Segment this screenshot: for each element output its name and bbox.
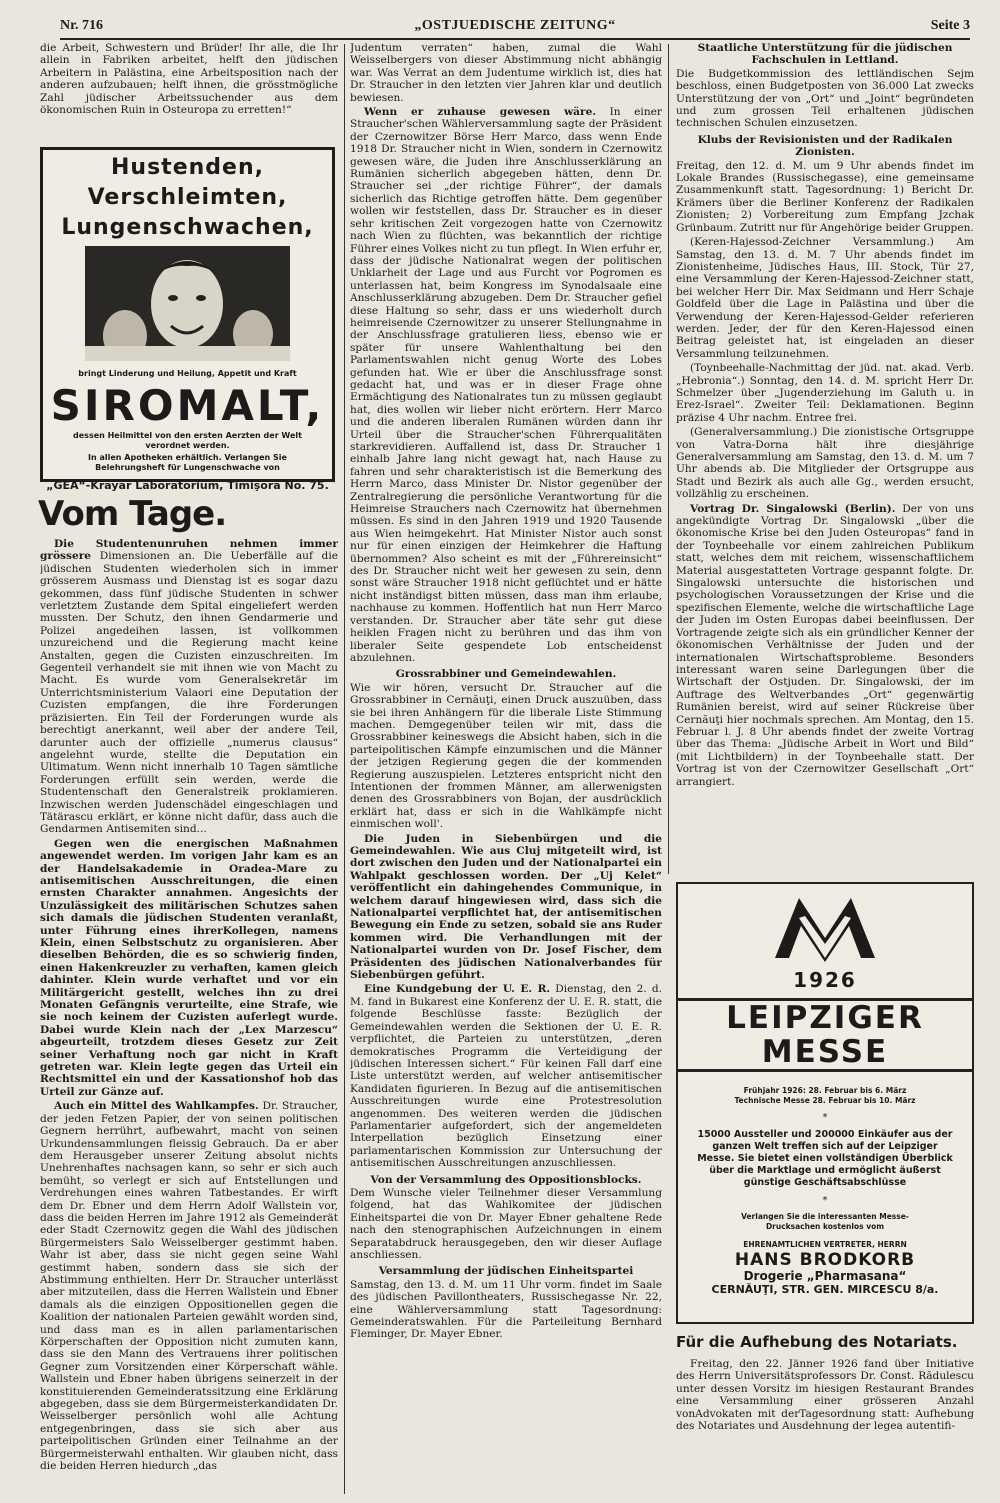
col1-intro <box>40 42 338 142</box>
toynbeehalle-text: (Toynbeehalle-Nachmittag der jüd. nat. akad. Verb. „Hebronia“.) Sonntag, den 14. d. M. spricht Herr Dr. Schmelzer über „Jugenderziehung im Galuth u. in Erez-Israel“. Zweiter Teil: Deklamationen. Beginn präzise 4 Uhr nachm. Entree frei. <box>676 362 974 424</box>
ad-footer: „GEA“-Krayar Laboratorium, Timişora No. 75. <box>46 479 329 492</box>
intro-text: die Arbeit, Schwestern und Brüder! Ihr alle, die Ihr allein in Fabriken arbeitet, helft den jüdischen Arbeitern in Palästina, eine Arbeitsposition nach der anderen aufzubauen; helft ihnen, die grösstmögliche Zahl jüdischer Arbeitssuchender aus dem ökonomischen Ruin in Osteuropa zu erretten!“ <box>40 42 338 117</box>
klubs-text: Freitag, den 12. d. M. um 9 Uhr abends findet im Lokale Brandes (Russischegasse), eine gemeinsame Zusammenkunft statt. Tagesordnung: 1) Bericht Dr. Krämers über die Berliner Konferenz der Radikalen Zionisten; 2) Vorbereitung zum Empfang Jzchak Grünbaum. Zutritt nur für Angehörige beider Gruppen. <box>676 159 974 234</box>
column-rule-2 <box>668 44 669 874</box>
uer-text: Dienstag, den 2. d. M. fand in Bukarest eine Konferenz der U. E. R. statt, die folgende Beschlüsse fasste: Bezüglich der Gemeindewahlen werden die Sektionen der U. E. R. verpflichtet, die Parteien zu unterstützen, „deren demokratisches Programm die Verteidigung der jüdischen Interessen sichert.“ Für keinen Fall darf eine Liste unterstützt werden, auf welcher antisemitischer Kandidaten figurieren. In Bezug auf die antisemitischen Ausschreitungen wurde eine Protestresolution angenommen. Des weiteren werden die jüdischen Parlamentarier aufgefordert, sich der angemeldeten Interpellation bezüglich Einsetzung einer parlamentarischen Kommission zur Untersuchung der antisemitischen Ausschreitungen anzuschliessen. <box>350 983 662 1170</box>
grossrabbiner-head: Grossrabbiner und Gemeindewahlen. <box>395 668 617 681</box>
issue-number: Nr. 716 <box>60 18 104 33</box>
verrat-text: Judentum verraten“ haben, zumal die Wahl Weisselbergers von dieser Abstimmung nicht abhängig war. Was Verrat an dem Judentume wirklich ist, dies hat Dr. Straucher in den letzten vier Jahren klar und deutlich bewiesen. <box>350 42 662 104</box>
ad-headline-3: Lungenschwachen, <box>61 215 314 240</box>
generalversammlung-text: (Generalversammlung.) Die zionistische Ortsgruppe von Vatra-Dorna hält ihre diesjährige Generalversammlung am Samstag, den 13. d. M. um 7 Uhr abends ab. Die Mitglieder der Ortsgruppe aus Stadt und Bezirk als auch alle Gg., werden ersucht, vollzählig zu erscheinen. <box>676 426 974 501</box>
messe-body: 15000 Aussteller und 200000 Einkäufer aus der ganzen Welt treffen sich auf der Leipziger Messe. Sie bietet einen vollständigen Überblick über die Marktlage und ermöglicht äußerst günstige Geschäftsabschlüsse <box>697 1129 953 1188</box>
notariat-title: Für die Aufhebung des Notariats. <box>676 1333 958 1351</box>
ad-desc-2: In allen Apotheken erhältlich. Verlangen Sie Belehrungsheft für Lungenschwache von <box>88 453 287 472</box>
notariat-text: Freitag, den 22. Jänner 1926 fand über Initiative des Herrn Universitätsprofessors Dr. Const. Rădulescu unter dessen Vorsitz im hiesigen Restaurant Brandes eine Versammlung einer grösseren Anzahl vonAdvokaten mit derTagesordnung statt: Aufhebung des Notariates und Ausdehnung der legea autentifi- <box>676 1358 974 1433</box>
einheitspartei-text: Samstag, den 13. d. M. um 11 Uhr vorm. findet im Saale des jüdischen Pavillontheaters, Russischegasse Nr. 22, eine Wählerversammlung statt Tagesordnung: Gemeinderatswahlen. Für die Parteileitung Bernhard Fleminger, Dr. Mayer Ebner. <box>350 1278 662 1341</box>
col1-articles <box>40 538 338 1493</box>
singalowski-head: Vortrag Dr. Singalowski (Berlin). <box>690 502 896 515</box>
lettland-head: Staatliche Unterstützung für die jüdischen Fachschulen in Lettland. <box>697 42 953 67</box>
messe-dates-technical: Technische Messe 28. Februar bis 10. März <box>734 1096 916 1105</box>
grossrabbiner-text: Wie wir hören, versucht Dr. Straucher auf die Grossrabbiner in Cernăuţi, einen Druck auszuüben, dass sie bei ihren Anhängern für die liberale Liste Stimmung machen. Demgegenüber teilen wir mit, dass die Grossrabbiner keineswegs die Absicht haben, sich in die parteipolitischen Kämpfe einzumischen und die Männer der jetzigen Regierung gegen die der kommenden Regierung auszuspielen. Letzteres entspricht nicht den Intentionen der frommen Männer, am allerwenigsten denen des Grossrabbiners von Bojan, der ausdrücklich erklärt hat, dass er sich in die Wahlkämpfe nicht einmischen woll'. <box>350 681 662 831</box>
page-number: Seite 3 <box>930 18 970 33</box>
coughing-man-illustration <box>85 246 290 361</box>
wahlkampf-head: Auch ein Mittel des Wahlkampfes. <box>54 1100 259 1113</box>
divider-star: * <box>822 1112 828 1123</box>
siromalt-advertisement <box>40 147 335 492</box>
col3-notariat <box>676 1358 974 1493</box>
ad-headline-2: Verschleimten, <box>87 185 288 210</box>
zuhause-text: In einer Straucher'schen Wählerversammlung sagte der Präsident der Czernowitzer Börse Herr Marco, dass wenn Ende 1918 Dr. Straucher nicht in Wien, sondern in Czernowitz gewesen wäre, die Juden ihre Anschlusserklärung an Rumänien sicherlich abgegeben hätten, denn Dr. Straucher sei „der richtige Führer“, der damals sicherlich das Richtige getroffen hätte. Dem gegenüber wollen wir feststellen, dass Dr. Straucher es in dieser sehr kritischen Zeit vorgezogen hatte von Czernowitz nach Wien zu flüchten, was bekanntlich der richtige Führer eines Volkes nicht zu tun pflegt. In Wien erfuhr er, dass der jüdische Nationalrat wegen der politischen Unklarheit der Lage und aus Furcht vor Pogromen es unterlassen hat, beim Kongress im Synodalsaale eine Anschlusserklärung abzugeben. Dem Dr. Straucher gefiel diese Haltung so sehr, dass er uns wiederholt durch heimreisende Czernowitzer zu unserer Stellungnahme in der Anschlussfrage gratulieren liess, ebenso wie er später für unsere Wahlenthaltung bei den Parlamentswahlen nicht genug Worte des Lobes gefunden hat. Wie er über die Anschlussfrage sonst gedacht hat, und was er in dieser Frage ohne Ermächtigung des Nationalrates tun zu müssen geglaubt hat, dies wollen wir lieber nicht erörtern. Herr Marco und die anderen liberalen Rumänen würden dann ihr Urteil über die Straucher'schen Führerqualitäten starkrevidieren. Auffallend ist, dass Dr. Straucher 1 einhalb Jahre lang nicht gewagt hat, nach Hause zu fahren und sehr charakteristisch ist die Bemerkung des Herrn Marco, dass Minister Dr. Nistor gegenüber der Zentralregierung die persönliche Verantwortung für die Heimreise Strauchers nach Czernowitz hat übernehmen müssen. Es sind in den Jahren 1919 und 1920 Tausende aus Wien heimgekehrt. Hat Minister Nistor auch sonst nur für einen einzigen der Heimkehrer die Haftung übernommen? Also scheint es mit der „Führereinsicht“ des Dr. Straucher nicht weit her gewesen zu sein, denn sonst wäre Straucher 1918 nicht geflüchtet und er hätte nicht inständigst bitten müssen, dass man ihm erlaube, nachhause zu kommen. Hoffentlich hat nun Herr Marco verstanden. Dr. Straucher aber täte sehr gut diese heiklen Fragen nicht zu berühren und das ihm von liberaler Seite gespendete Lob entscheidenst abzulehnen. <box>350 106 662 664</box>
messe-representative-label: EHRENAMTLICHEN VERTRETER, HERRN <box>743 1240 907 1249</box>
lettland-text: Die Budgetkommission des lettländischen Sejm beschloss, einen Budgetposten von 36.000 Lat zwecks Unterstützung der von „Ort“ und „Joint“ begründeten und zum grossen Teil erhaltenen jüdischen technischen Schulen einzusetzen. <box>676 67 974 130</box>
ad-brand-siromalt: SIROMALT, <box>50 381 325 430</box>
column-rule-1 <box>344 44 345 1494</box>
messe-logo-icon <box>765 892 885 962</box>
messe-drogerie: Drogerie „Pharmasana“ <box>743 1269 907 1283</box>
wahlkampf-text: Dr. Straucher, der jeden Fetzen Papier, der von seinen politischen Gegnern herrührt, aufbewahrt, macht von seinen Urkundensammlungen fleissig Gebrauch. Da er aber dem Herausgeber unserer Zeitung absolut nichts Unehrenhaftes nachsagen kann, so sehr er sich auch bemüht, so verlegt er sich auf Entstellungen und Verdrehungen eines wahren Tatbestandes. Er wirft dem Dr. Ebner und dem Herrn Adolf Wallstein vor, dass die beiden Herren im Jahre 1912 als Gemeinderät eder Stadt Czernowitz gegen die Wahl des jüdischen Bürgermeisters Salo Weisselberger gestimmt haben. Wahr ist aber, dass sie nicht gegen seine Wahl gestimmt haben, sondern dass sie sich der Abstimmung enthielten. Herr Dr. Straucher unterlässt aber mitzuteilen, dass die Herren Wallstein und Ebner damals als die einzigen Oppositionellen gegen die Koalition der nationalen Parteien gewählt worden sind, und dass man es in allen parlamentarischen Körperschaften der Opposition nicht zumuten kann, dass sie den Mann des Vertrauens ihrer politischen Gegner zum Vorsitzenden einer Körperschaft wähle. Wallstein und Ebner haben übrigens seinerzeit in der konstituierenden Gemeinderatssitzung eine Erklärung abgegeben, dass sie dem Bürgermeisterkandidaten Dr. Weisselberger persönlich wohl alle Achtung entgegenbringen, dass sie sich aber aus parteipolitischen Gründen einer Teilnahme an der Bürgermeisterwahl enthalten. Wir glauben nicht, dass die beiden Herren hiedurch „das <box>40 1100 338 1473</box>
oppositionsblock-text: Dem Wunsche vieler Teilnehmer dieser Versammlung folgend, hat das Wahlkomitee der jüdischen Einheitspartei die von Dr. Mayer Ebner gehaltene Rede nach den stenographischen Aufzeichnungen in einem Separatabdruck herausgegeben, den wir dieser Auflage anschliessen. <box>350 1186 662 1261</box>
studenten-head: Die Studentenunruhen nehmen immer grössere <box>40 538 338 563</box>
ad-tagline: bringt Linderung und Heilung, Appetit und Kraft <box>78 369 297 378</box>
messe-rep-name: HANS BRODKORB <box>734 1250 916 1270</box>
einheitspartei-head: Versammlung der jüdischen Einheitspartei <box>378 1265 634 1278</box>
siebenbuergen-head: Die Juden in Siebenbürgen und die Gemeindewahlen. <box>350 832 662 857</box>
messe-address: CERNĂUŢI, STR. GEN. MIRCESCU 8/a. <box>711 1283 939 1296</box>
oppositionsblock-head: Von der Versammlung des Oppositionsblocks. <box>370 1173 642 1186</box>
siebenbuergen-text: Wie aus Cluj mitgeteilt wird, ist dort zwischen den Juden und der Nationalpartei ein Wahlpakt geschlossen worden. Der „Uj Kelet“ veröffentlicht ein dahingehendes Communique, in welchem darauf hingewiesen wird, dass sich die Nationalpartei verpflichtet hat, der antisemitischen Bewegung ein Ende zu setzen, sobald sie ans Ruder kommen wird. Die Verhandlungen mit der Nationalpartei wurden von Dr. Josef Fischer, dem Präsidenten des jüdischen Nationalverbandes für Siebenbürgen geführt. <box>350 845 662 982</box>
section-title-vom-tage: Vom Tage. <box>38 494 227 534</box>
ad-headline-1: Hustenden, <box>111 155 264 180</box>
messe-year: 1926 <box>793 968 857 992</box>
singalowski-text: Der von uns angekündigte Vortrag Dr. Singalowski „über die ökonomische Krise bei den Juden Osteuropas“ fand in der Toynbeehalle vor einem zahlreichen Publikum statt, welches dem mit reichem, wissenschaftlichem Material ausgestatteten Vortrage gespannt folgte. Dr. Singalowski untersuchte die historischen und psychologischen Voraussetzungen der Krise und die spezifischen Elemente, welche die wirtschaftliche Lage der Juden im Osten Europas dabei beeinflussen. Der Vortragende zeigte sich als ein gründlicher Kenner der ökonomischen Verhältnisse der Juden und der internationalen Wirtschaftsprobleme. Besonders interessant waren seine Darlegungen über die Wirtschaft der Ostjuden. Dr. Singalowski, der im Auftrage des Weltverbandes „Ort“ gegenwärtig Rumänien bereist, wird auf seiner Rückreise über Cernăuţi hier nochmals sprechen. Am Montag, den 15. Februar l. J. 8 Uhr abends findet der zweite Vortrag über das Thema: „Jüdische Arbeit in Wort und Bild“ (mit Lichtbildern) in der Toynbeehalle statt. Der Vortrag ist von der Czernowitzer Gesellschaft „Ort“ arrangiert. <box>676 502 974 788</box>
messe-dates-spring: Frühjahr 1926: 28. Februar bis 6. März <box>743 1086 907 1095</box>
uer-head: Eine Kundgebung der U. E. R. <box>364 983 551 996</box>
page-header <box>60 14 970 40</box>
messe-request: Verlangen Sie die interessanten Messe-Drucksachen kostenlos vom <box>741 1212 909 1231</box>
studenten-text: Dimensionen an. Die Ueberfälle auf die jüdischen Studenten wiederholen sich in immer grösserem Ausmass und Dienstag ist es sogar dazu gekommen, dass fünf jüdische Studenten in schwer verletztem Zustande dem Spital eingeliefert werden mussten. Der Schutz, den ihnen Gendarmerie und Polizei angedeihen lassen, ist vollkommen unzureichend und die Regierung macht keine Anstalten, gegen die Cuzisten einzuschreiten. Im Gegenteil verhandelt sie mit ihnen wie von Macht zu Macht. Es wurde vom Generalsekretär im Unterrichtsministerium Valaori eine Deputation der Cuzisten empfangen, die ihre Forderungen präzisierten. Ein Teil der Forderungen wurde als berechtigt anerkannt, weil aber der andere Teil, darunter auch der offizielle „numerus clausus“ angelehnt wurde, stellte die Deputation ein Ultimatum. Wenn nicht innerhalb 10 Tagen sämtliche Forderungen erfüllt sein werden, werde die Studentenschaft den Generalstreik proklamieren. Inzwischen werden Judenschädel eingeschlagen und Tätärascu erklärt, er könne nicht dafür, dass auch die Gendarmen Antisemiten sind... <box>40 550 338 836</box>
col2-articles <box>350 42 662 1494</box>
keren-hajessod-text: (Keren-Hajessod-Zeichner Versammlung.) Am Samstag, den 13. d. M. 7 Uhr abends findet im Zionistenheime, Jüdisches Haus, III. Stock, Tür 27, eine Versammlung der Keren-Hajessod-Zeichner statt, bei welcher Herr Dir. Max Seidmann und Herr Schaje Goldfeld über die Lage in Palästina und über die Verwendung der Keren-Hajessod-Gelder referieren werden. Jeder, der für den Keren-Hajessod einen Beitrag geleistet hat, ist eingeladen an dieser Versammlung teilzunehmen. <box>676 236 974 360</box>
messe-title: LEIPZIGER MESSE <box>678 998 972 1072</box>
massnahmen-head: Gegen wen die energischen Maßnahmen angewendet werden. <box>40 837 338 863</box>
newspaper-title: „OSTJUEDISCHE ZEITUNG“ <box>414 18 616 33</box>
divider-star: * <box>822 1195 828 1206</box>
zuhause-head: Wenn er zuhause gewesen wäre. <box>364 106 597 119</box>
leipziger-messe-advertisement <box>676 882 974 1324</box>
massnahmen-text: Im vorigen Jahr kam es an der Handelsakademie in Oradea-Mare zu antisemitischen Ausschreitungen, die einen ernsten Charakter annahmen. Angesichts der Unzulässigkeit des militärischen Schutzes sahen sich damals die jüdischen Studenten veranlaßt, unter Führung eines ihrerKollegen, namens Klein, einen Selbstschutz zu organisieren. Aber dieselben Behörden, die es so schwierig finden, einen Hakenkreuzler zu verhaften, kamen gleich dahinter. Klein wurde verhaftet und vor ein Militärgericht gestellt, welches ihn zu drei Monaten Gefängnis verurteilte, eine Strafe, wie sie noch keinem der Cuzisten auferlegt wurde. Dabei wurde Klein nach der „Lex Marzescu“ abgeurteilt, trotzdem dieses Gesetz zur Zeit seiner Verhaftung noch gar nicht in Kraft getreten war. Klein legte gegen das Urteil ein Rechtsmittel ein und der Kassationshof hob das Urteil zur Gänze auf. <box>40 850 338 1098</box>
klubs-head: Klubs der Revisionisten und der Radikalen Zionisten. <box>697 133 953 159</box>
ad-desc-1: dessen Heilmittel von den ersten Aerzten der Welt verordnet werden. <box>73 431 302 450</box>
col3-articles <box>676 42 974 874</box>
